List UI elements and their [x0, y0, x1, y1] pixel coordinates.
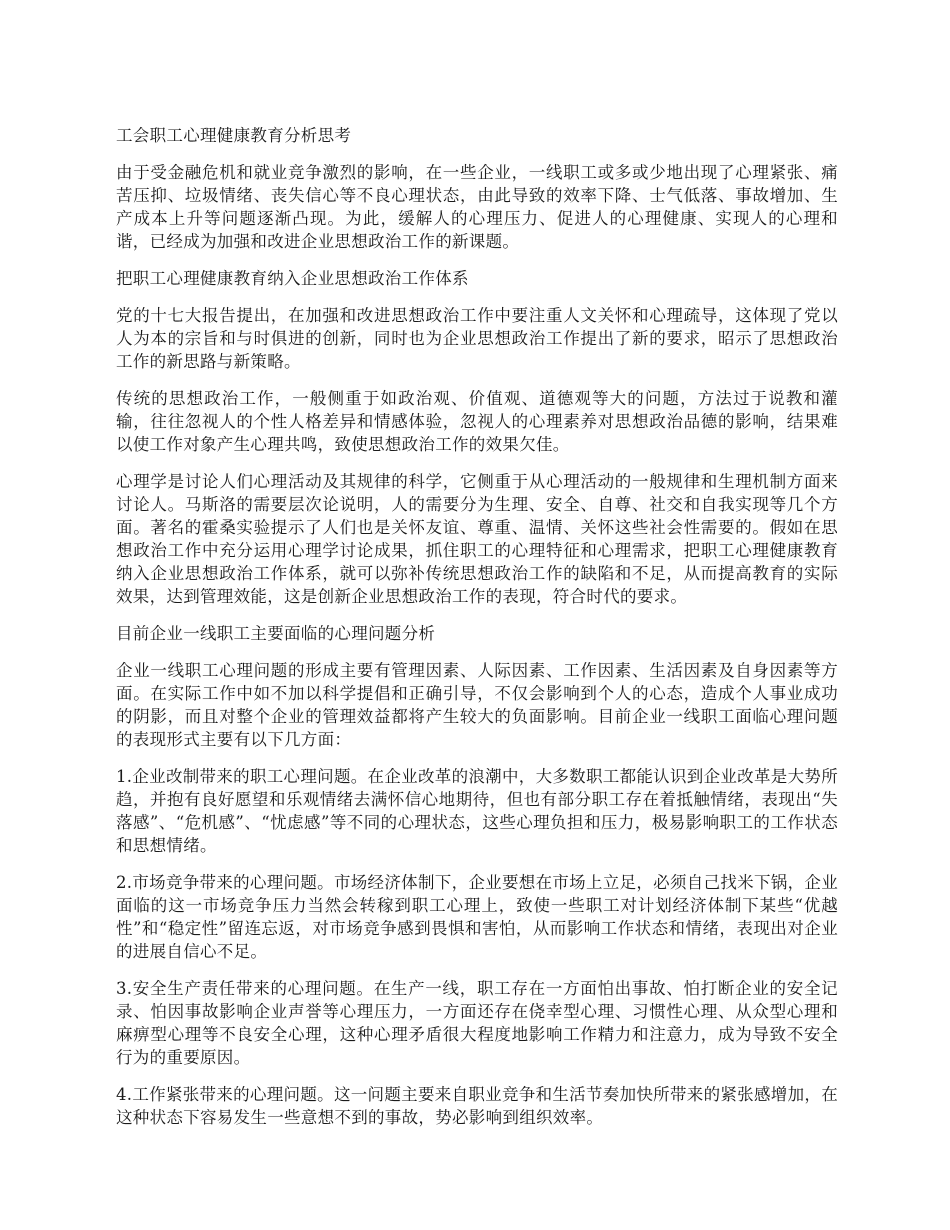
list-item: 3.安全生产责任带来的心理问题。在生产一线，职工存在一方面怕出事故、怕打断企业的安全记录、怕因事故影响企业声誉等心理压力，一方面还存在侥幸型心理、习惯性心理、从众型心理和麻痹型心理等不良安全心理，这种心理矛盾很大程度地影响工作精力和注意力，成为导致不安全行为的重要原因。 [116, 979, 838, 1067]
paragraph-intro: 由于受金融危机和就业竞争激烈的影响，在一些企业，一线职工或多或少地出现了心理紧张、痛苦压抑、垃圾情绪、丧失信心等不良心理状态，由此导致的效率下降、士气低落、事故增加、生产成本上升等问题逐渐凸现。为此，缓解人的心理压力、促进人的心理健康、实现人的心理和谐，已经成为加强和改进企业思想政治工作的新课题。 [116, 163, 838, 251]
list-item: 2.市场竞争带来的心理问题。市场经济体制下，企业要想在市场上立足，必须自己找米下锅，企业面临的这一市场竞争压力当然会转稼到职工心理上，致使一些职工对计划经济体制下某些“优越性”和“稳定性”留连忘返，对市场竞争感到畏惧和害怕，从而影响工作状态和情绪，表现出对企业的进展自信心不足。 [116, 873, 838, 961]
paragraph: 党的十七大报告提出，在加强和改进思想政治工作中要注重人文关怀和心理疏导，这体现了党以人为本的宗旨和与时俱进的创新，同时也为企业思想政治工作提出了新的要求，昭示了思想政治工作的新思路与新策略。 [116, 306, 838, 371]
paragraph: 心理学是讨论人们心理活动及其规律的科学，它侧重于从心理活动的一般规律和生理机制方面来讨论人。马斯洛的需要层次论说明，人的需要分为生理、安全、自尊、社交和自我实现等几个方面。著名的霍桑实验提示了人们也是关怀友谊、尊重、温情、关怀这些社会性需要的。假如在思想政治工作中充分运用心理学讨论成果，抓住职工的心理特征和心理需求，把职工心理健康教育纳入企业思想政治工作体系，就可以弥补传统思想政治工作的缺陷和不足，从而提高教育的实际效果，达到管理效能，这是创新企业思想政治工作的表现，符合时代的要求。 [116, 472, 838, 606]
section-heading-2: 目前企业一线职工主要面临的心理问题分析 [116, 624, 436, 643]
list-item: 1.企业改制带来的职工心理问题。在企业改革的浪潮中，大多数职工都能认识到企业改革是大势所趋，并抱有良好愿望和乐观情绪去满怀信心地期待，但也有部分职工存在着抵触情绪，表现出“失落感”、“危机感”、“忧虑感”等不同的心理状态，这些心理负担和压力，极易影响职工的工作状态和思想情绪。 [116, 767, 838, 855]
document-page [116, 124, 838, 1143]
section-heading-1: 把职工心理健康教育纳入企业思想政治工作体系 [116, 269, 469, 288]
list-item: 4.工作紧张带来的心理问题。这一问题主要来自职业竞争和生活节奏加快所带来的紧张感增加，在这种状态下容易发生一些意想不到的事故，势必影响到组织效率。 [116, 1085, 838, 1127]
paragraph: 传统的思想政治工作，一般侧重于如政治观、价值观、道德观等大的问题，方法过于说教和灌输，往往忽视人的个性人格差异和情感体验，忽视人的心理素养对思想政治品德的影响，结果难以使工作对象产生心理共鸣，致使思想政治工作的效果欠佳。 [116, 389, 838, 454]
paragraph: 企业一线职工心理问题的形成主要有管理因素、人际因素、工作因素、生活因素及自身因素等方面。在实际工作中如不加以科学提倡和正确引导，不仅会影响到个人的心态，造成个人事业成功的阴影，而且对整个企业的管理效益都将产生较大的负面影响。目前企业一线职工面临心理问题的表现形式主要有以下几方面： [116, 661, 838, 749]
document-title: 工会职工心理健康教育分析思考 [116, 126, 352, 145]
